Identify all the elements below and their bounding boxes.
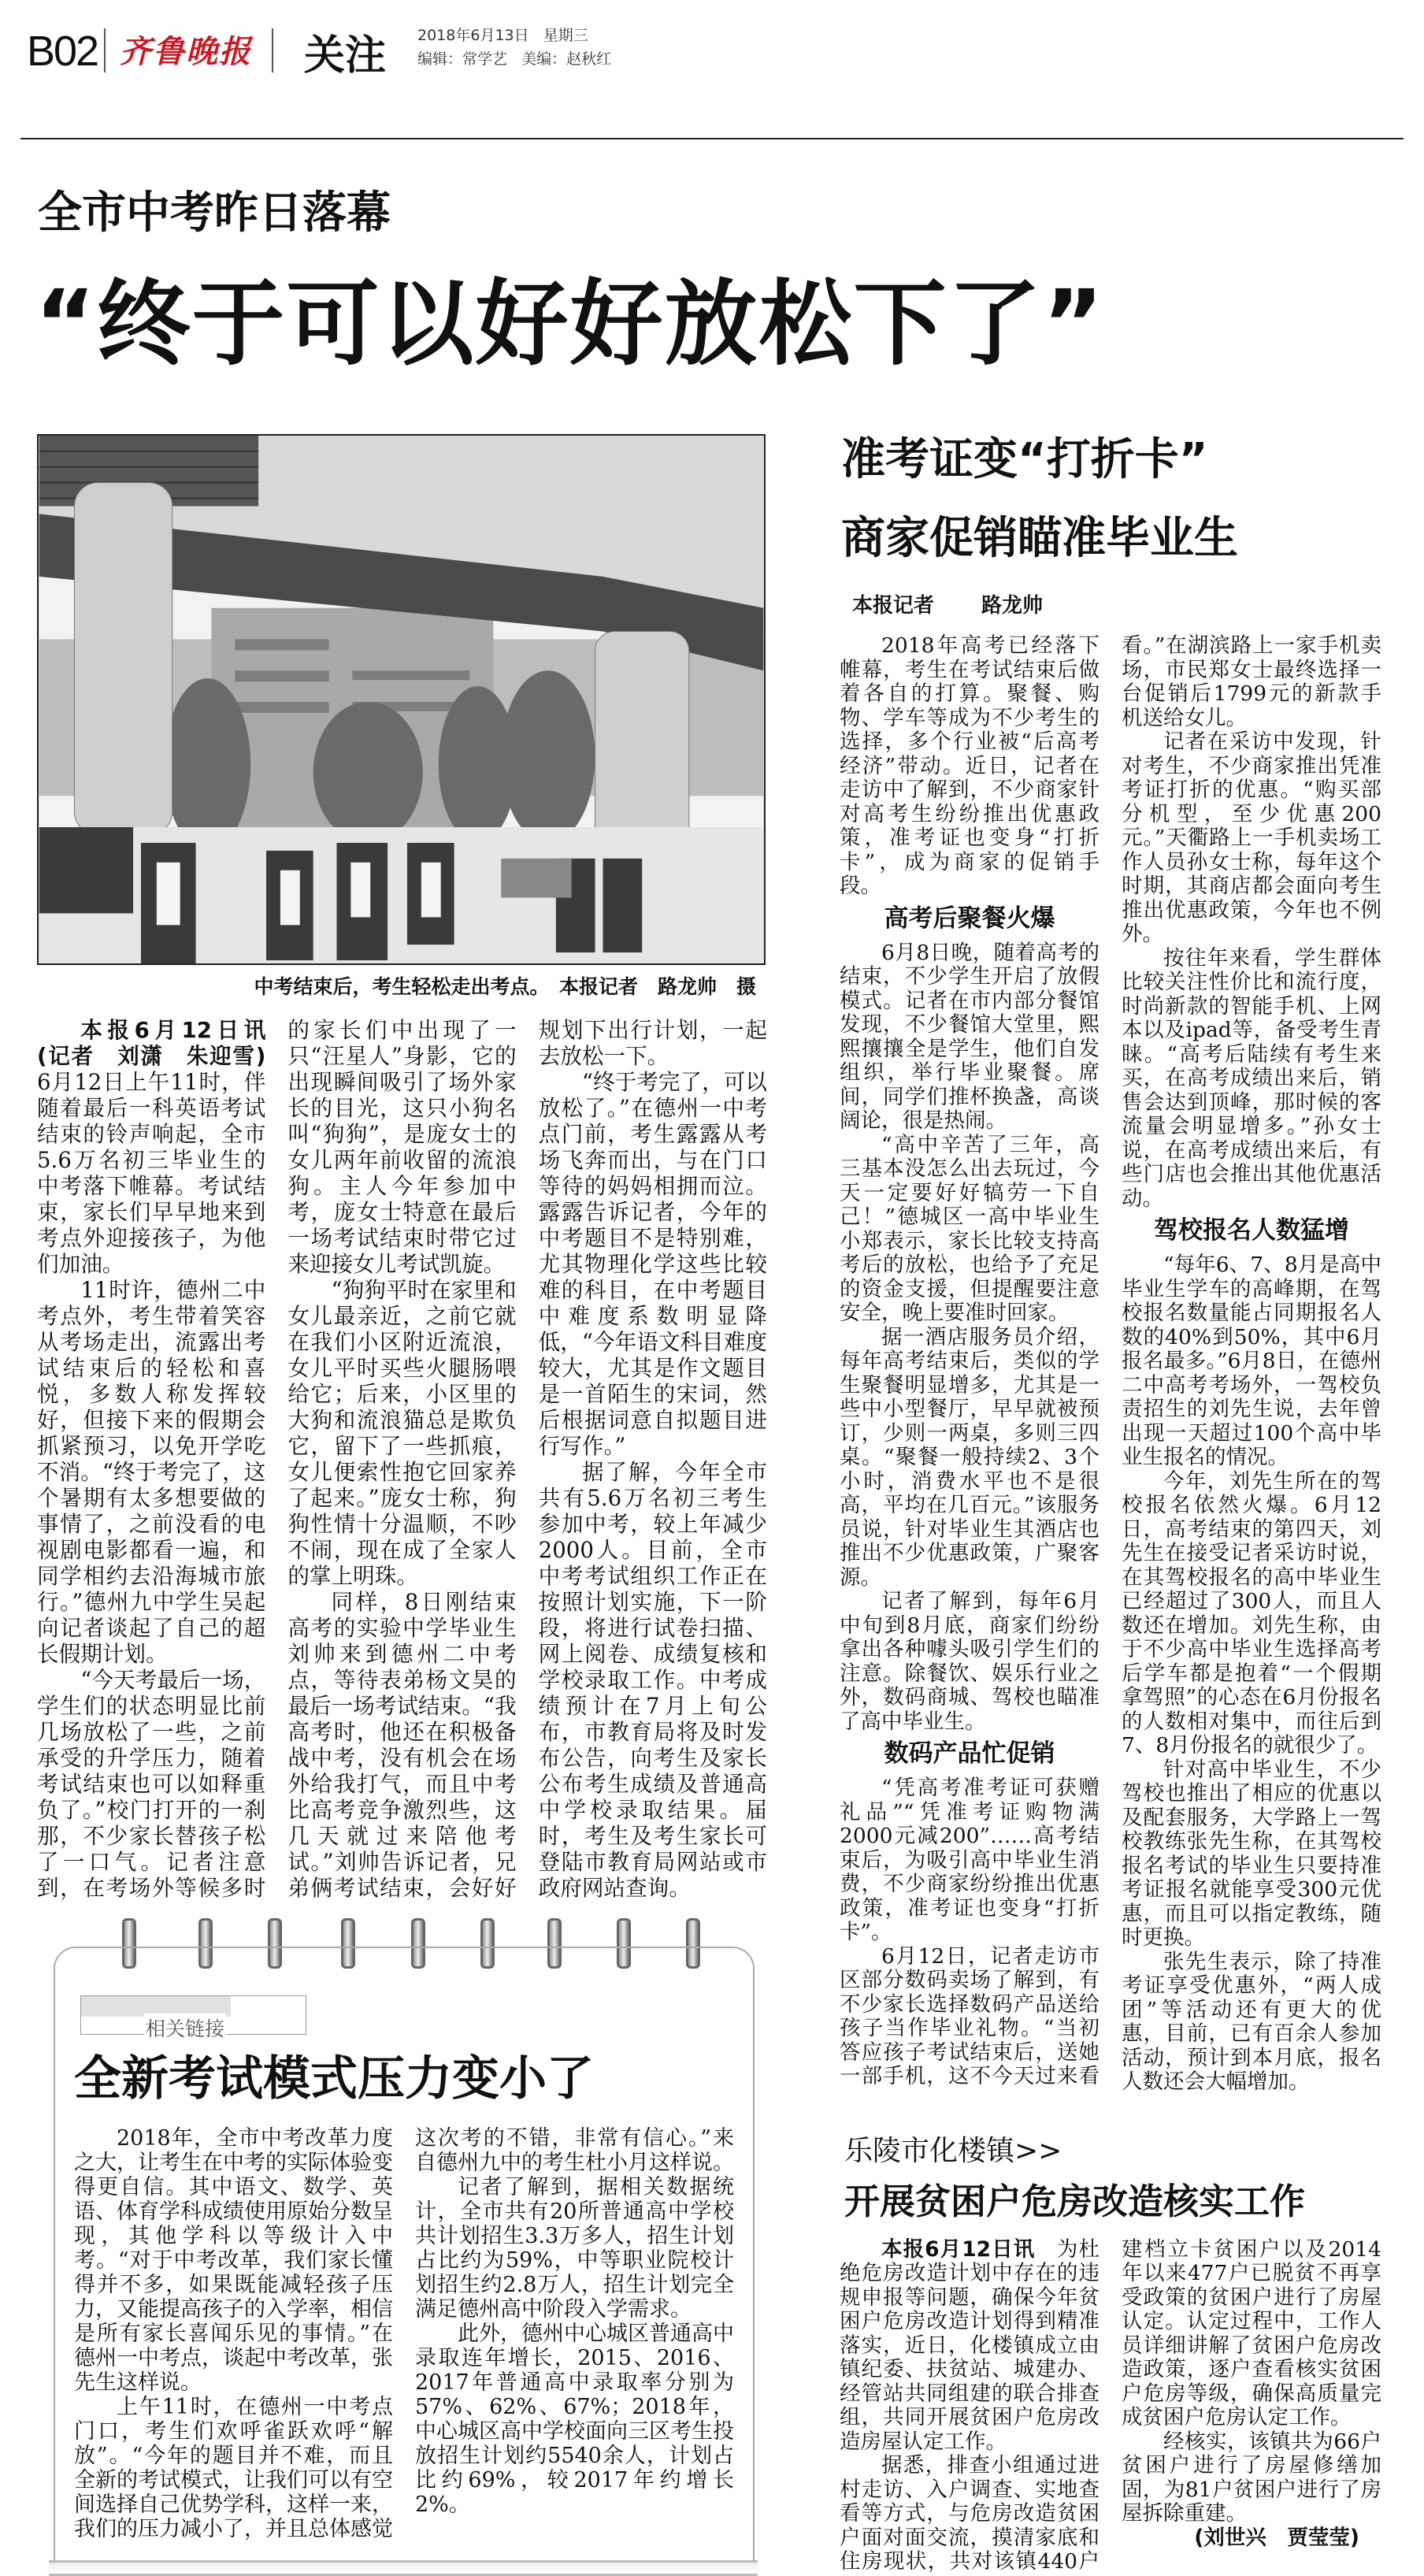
- article-paragraph: “今天考最后一场，学生们的状态明显比前几场放松了一些，之前承受的升学压力，随着考试结束也可以如释重负了。”校门打开的一刹那，不少家长替孩子松了一口气。记者注意到，在考场外等候多时的家长们中出现了一只“汪星人”身影，它的出现瞬间吸引了场外家长的目光，这只小狗名叫“狗狗”，是庞女士的女儿两年前收留的流浪狗。主人今年参加中考，庞女士特意在最后一场考试结束时带它过来迎接女儿考试凯旋。: [37, 1017, 517, 1901]
- article-paragraph: 记者了解到，据相关数据统计，全市共有20所普通高中学校共计划招生3.3万多人，招生计划占比约为59%，中等职业院校计划招生约2.8万人，招生计划完全满足德州高中阶段入学需求。: [415, 2175, 734, 2322]
- story-headline-line2: 商家促销瞄准毕业生: [841, 513, 1238, 564]
- article-paragraph: 11时许，德州二中考点外，考生带着笑容从考场走出，流露出考试结束后的轻松和喜悦，多数人称发挥较好，但接下来的假期会抓紧预习，以免开学吃不消。“终于考完了，这个暑期有太多想要做的事情了，之前没看的电视剧电影都看一遍，和同学相约去沿海城市旅行。”德州九中学生吴起向记者谈起了自己的超长假期计划。: [37, 1277, 266, 1667]
- article-paragraph: 同样，8日刚结束高考的实验中学毕业生刘帅来到德州二中考点，等待表弟杨文昊的最后一场考试结束。“我高考时，他还在积极备战中考，没有机会在场外给我打气，而且中考比高考竞争激烈些，这几天就过来陪他考试。”刘帅告诉记者，兄弟俩考试结束，会好好规划下出行计划，一起去放松一下。: [287, 1017, 767, 1901]
- issue-date: [417, 24, 588, 45]
- related-headline: 全新考试模式压力变小了: [74, 2051, 594, 2106]
- article-paragraph: 2018年高考已经落下帷幕，考生在考试结束后做着各自的打算。聚餐、购物、学车等成为不少考生的选择，多个行业被“后高考经济”带动。近日，记者在走访中了解到，不少商家针对高考生纷纷推出优惠政策，准考证也变身“打折卡”，成为商家的促销手段。: [840, 633, 1100, 898]
- weekday: 星期三: [543, 27, 588, 44]
- divider: [104, 28, 106, 72]
- article-paragraph: [37, 1017, 265, 1277]
- main-article-body: [37, 1017, 767, 1901]
- article-paragraph: 按往年来看，学生群体比较关注性价比和流行度，时尚新款的智能手机、上网本以及ipad等，备受考生青睐。“高考后陆续有考生来买，在高考成绩出来后，销售会达到顶峰，那时候的客流量会明显增多。”孙女士说，在高考成绩出来后，有些门店也会推出其他优惠活动。: [1122, 945, 1381, 1211]
- related-label-tag: [80, 1995, 306, 2040]
- article-paragraph: [840, 2238, 1100, 2455]
- editor: 编辑：常学艺: [417, 50, 508, 68]
- main-headline: “终于可以好好放松下了”: [35, 269, 1106, 378]
- dateline: 本报6月12日讯: [881, 2236, 1036, 2262]
- article-paragraph: 经核实，该镇共为66户贫困户进行了房屋修缮加固，为81户贫困户进行了房屋拆除重建。: [1122, 2429, 1381, 2526]
- photo-students-leaving-exam: [39, 436, 764, 963]
- section-heading: 高考后聚餐火爆: [884, 904, 1055, 933]
- article-paragraph: “狗狗平时在家里和女儿最亲近，之前它就在我们小区附近流浪，女儿平时买些火腿肠喂给它；后来，小区里的大狗和流浪猫总是欺负它，留下了一些抓痕，女儿便索性抱它回家养了起来。”庞女士称，狗狗性情十分温顺，不吵不闹，现在成了全家人的掌上明珠。: [287, 1277, 517, 1589]
- article-paragraph: 记者了解到，每年6月中旬到8月底，商家们纷纷拿出各种噱头吸引学生们的注意。除餐饮、娱乐行业之外，数码商城、驾校也瞄准了高中毕业生。: [840, 1589, 1100, 1734]
- story-headline-line1: 准考证变“打折卡”: [841, 434, 1208, 485]
- divider: [272, 28, 273, 72]
- paragraph-text: 6月12日上午11时，伴随着最后一科英语考试结束的铃声响起，全市5.6万名初三毕业生的中考落下帷幕。考试结束，家长们早早地来到考点外迎接孩子，为他们加油。: [37, 1069, 266, 1277]
- article-paragraph: 2018年，全市中考改革力度之大，让考生在中考的实际体验变得更自信。其中语文、数学、英语、体育学科成绩使用原始分数呈现，其他学科以等级计入中考。“对于中考改革，我们家长懂得并不多，如果既能减轻孩子压力，又能提高孩子的入学率，相信是所有家长喜闻乐见的事情。”在德州一中考点，谈起中考改革，张先生这样说。: [74, 2126, 393, 2395]
- related-link-section: [54, 1918, 755, 2576]
- right-column: [840, 432, 1381, 2574]
- location-tag: 乐陵市化楼镇>>: [844, 2134, 1062, 2167]
- article-paragraph: 6月8日晚，随着高考的结束，不少学生开启了放假模式。记者在市内部分餐馆发现，不少餐馆大堂里，熙熙攘攘全是学生，他们自发组织，举行毕业聚餐。席间，同学们推杯换盏，高谈阔论，很是热闹。: [840, 940, 1100, 1133]
- byline: [852, 589, 1381, 618]
- town-headline: 开展贫困户危房改造核实工作: [844, 2180, 1306, 2222]
- article-paragraph: “高中辛苦了三年，高三基本没怎么出去玩过，今天一定要好好犒劳一下自己！”德城区一高中毕业生小郑表示，家长比较支持高考后的放松，也给予了充足的资金支援，但提醒要注意安全，晚上要准时回家。: [840, 1132, 1100, 1325]
- news-photo: [37, 434, 766, 965]
- byline-name: 路龙帅: [981, 594, 1044, 618]
- page-number: B02: [27, 28, 98, 75]
- town-article-body: [840, 2238, 1381, 2574]
- notebook-bottom-edge: [49, 2560, 758, 2576]
- article-paragraph: 据悉，排查小组通过进村走访、入户调查、实地查看等方式，与危房改造贫困户面对面交流，摸清家底和住房现状，共对该镇440户建档立卡贫困户以及2014年以来477户已脱贫不再享受政策的贫困户进行了房屋认定。认定过程中，工作人员详细讲解了贫困户危房改造政策，逐户查看核实贫困户危房等级，确保高质量完成贫困户危房认定工作。: [840, 2236, 1381, 2574]
- section-heading: 数码产品忙促销: [884, 1739, 1055, 1768]
- paragraph-text: 为杜绝危房改造计划中存在的违规申报等问题，确保今年贫困户危房改造计划得到精准落实，近日，化楼镇成立由镇纪委、扶贫站、城建办、经管站共同组建的联合排查组，共同开展贫困户危房改造房屋认定工作。: [840, 2236, 1100, 2454]
- article-paragraph: 针对高中毕业生，不少驾校也推出了相应的优惠以及配套服务，大学路上一驾校教练张先生称，在其驾校报名考试的毕业生只要持准考证报名就能享受300元优惠，而且可以指定教练，随时更换。: [1122, 1757, 1381, 1950]
- article-paragraph: 上午11时，在德州一中考点门口，考生们欢呼雀跃欢呼“解放”。“今年的题目并不难，而且全新的考试模式，让我们可以有空间选择自己优势学科，这样一来，我们的压力减小了，并且总体感觉这次考的不错，非常有信心。”来自德州九中的考生杜小月这样说。: [74, 2126, 734, 2541]
- article-paragraph: 记者在采访中发现，针对考生，不少商家推出凭准考证打折的优惠。“购买部分机型，至少优惠200元。”天衢路上一手机卖场工作人员孙女士称，每年这个时期，其商店都会面向考生推出优惠政策，今年也不例外。: [1122, 729, 1381, 946]
- related-article-body: [74, 2126, 734, 2541]
- article-paragraph: “每年6、7、8月是高中毕业生学车的高峰期，在驾校报名数量能占同期报名人数的40%到50%，其中6月报名最多。”6月8日，在德州二中高考考场外，一驾校负责招生的刘先生说，去年曾出现一天超过100个高中毕业生报名的情况。: [1122, 1253, 1381, 1469]
- article-paragraph: 今年，刘先生所在的驾校报名依然火爆。6月12日，高考结束的第四天，刘先生在接受记者采访时说，在其驾校报名的高中毕业生已经超过了300人，而且人数还在增加。刘先生称，由于不少高中毕业生选择高考后学车都是抱着“一个假期拿驾照”的心态在6月份报名的人数相对集中，而往后到7、8月份报名的就很少了。: [1122, 1468, 1381, 1758]
- date: 2018年6月13日: [417, 27, 529, 44]
- article-paragraph: “凭高考准考证可获赠礼品”“凭准考证购物满2000元减200”……高考结束后，为吸引高中毕业生消费，不少商家纷纷推出优惠政策，准考证也变身“打折卡”。: [840, 1776, 1100, 1944]
- designer: 美编：赵秋红: [521, 50, 612, 68]
- article-paragraph: “终于考完了，可以放松了。”在德州一中考点门前，考生露露从考场飞奔而出，与在门口等待的妈妈相拥而泣。露露告诉记者，今年的中考题目不是特别难，尤其物理化学这些比较难的科目，在中考题目中难度系数明显降低，“今年语文科目难度较大，尤其是作文题目是一首陌生的宋词，然后根据词意自拟题目进行写作。”: [538, 1069, 767, 1459]
- newspaper-logo: 齐鲁晚报: [120, 33, 252, 70]
- article-paragraph: 此外，德州中心城区普通高中录取连年增长，2015、2016、2017年普通高中录取率分别为57%、62%、67%；2018年，中心城区高中学校面向三区考生投放招生计划约5540余人，计划占比约69%，较2017年约增长2%。: [415, 2322, 734, 2517]
- article-paragraph: 据一酒店服务员介绍，每年高考结束后，类似的学生聚餐明显增多，尤其是一些中小型餐厅，早早就被预订，少则一两桌，多则三四桌。“聚餐一般持续2、3个小时，消费水平也不是很高，平均在几百元。”该服务员说，针对毕业生其酒店也推出不少优惠政策，广聚客源。: [840, 1324, 1100, 1590]
- section-heading: 驾校报名人数猛增: [1154, 1216, 1349, 1245]
- article-paragraph: 6月12日，记者走访市区部分数码卖场了解到，有不少家长选择数码产品送给孩子当作毕业礼物。“当初答应孩子考试结束后，送她一部手机，这不今天过来看看。”在湖滨路上一家手机卖场，市民郑女士最终选择一台促销后1799元的新款手机送给女儿。: [840, 633, 1381, 2088]
- kicker-headline: 全市中考昨日落幕: [38, 187, 391, 239]
- article-paragraph: 张先生表示，除了持准考证享受优惠外，“两人成团”等活动还有更大的优惠，目前，已有百余人参加活动，预计到本月底，报名人数还会大幅增加。: [1122, 1949, 1381, 2094]
- dateline: 本报6月12日讯(记者 刘潇 朱迎雪): [37, 1017, 266, 1069]
- related-link-box: [54, 1947, 755, 2560]
- photo-caption: 中考结束后，考生轻松走出考点。 本报记者 路龙帅 摄: [254, 975, 756, 998]
- left-column: [37, 434, 767, 2576]
- editor-credits: [417, 47, 611, 69]
- byline-label: 本报记者: [852, 594, 935, 618]
- author-signature: (刘世兴 贾莹莹): [1194, 2525, 1359, 2550]
- section-name: 关注: [304, 32, 387, 80]
- header-rule: [20, 138, 1404, 139]
- related-label: 相关链接: [144, 2014, 226, 2042]
- discount-article-body: [840, 634, 1381, 2095]
- article-paragraph: 据了解，今年全市共有5.6万名初三考生参加中考，较上年减少2000人。目前，全市中考考试组织工作正在按照计划实施，下一阶段，将进行试卷扫描、网上阅卷、成绩复核和学校录取工作。中考成绩预计在7月上旬公布，市教育局将及时发布公告，向考生及家长公布考生成绩及普通高中学校录取结果。届时，考生及考生家长可登陆市教育局网站或市政府网站查询。: [538, 1459, 767, 1901]
